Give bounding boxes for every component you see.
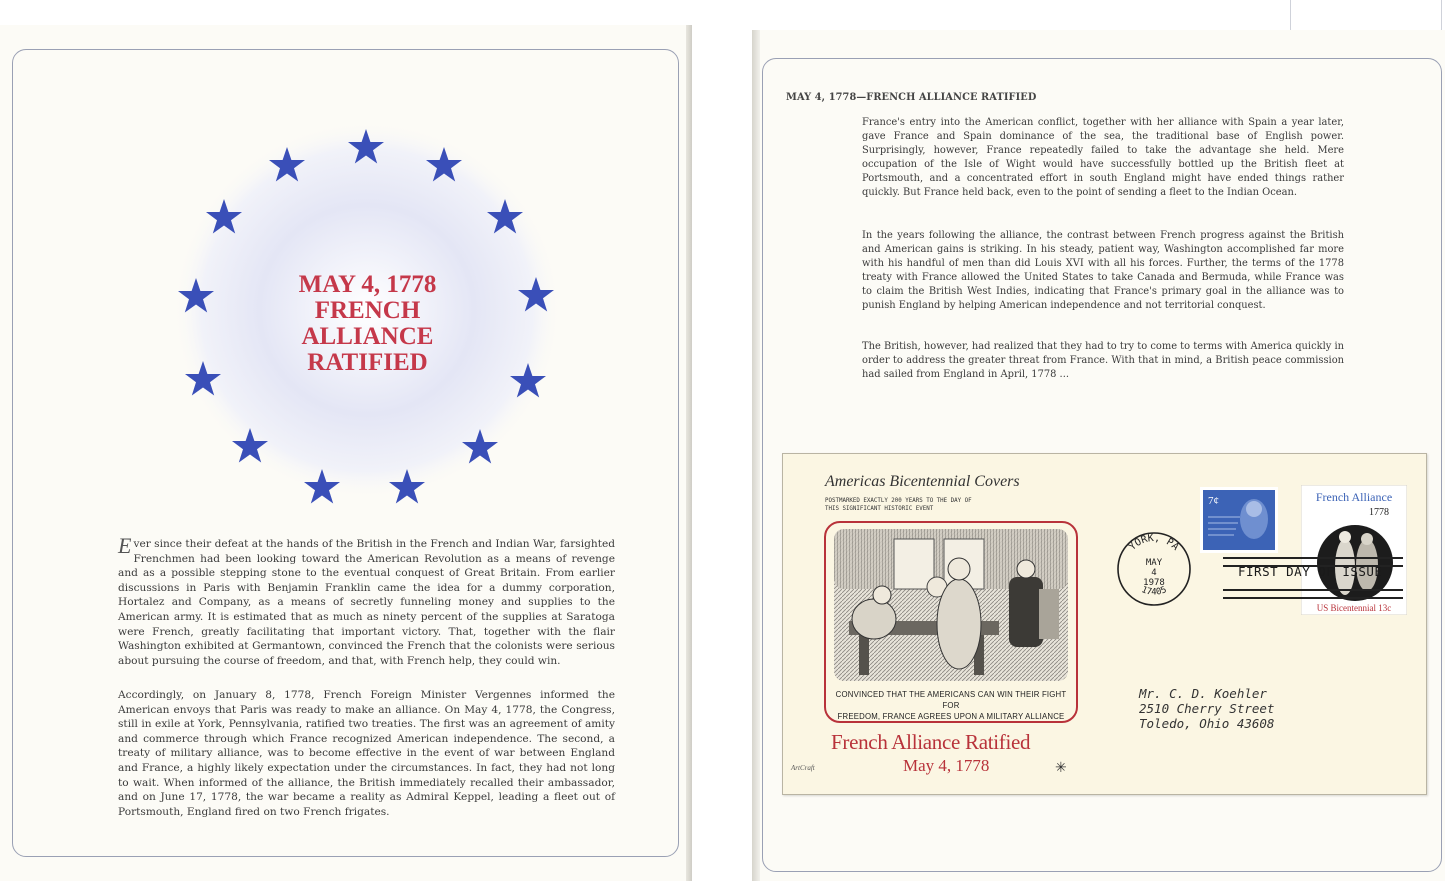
engraving-illustration — [834, 529, 1068, 681]
artcraft-logo: ArtCraft — [791, 764, 815, 772]
mailing-address — [1139, 686, 1274, 731]
postmark-city: YORK, PA — [1127, 532, 1181, 553]
drop-cap: E — [118, 533, 132, 558]
first-day-cancel: FIRST DAY OF ISSUE — [1238, 564, 1383, 579]
caption-line: CONVINCED THAT THE AMERICANS CAN WIN THEIR FIGHT FOR — [835, 690, 1067, 710]
address-line: Mr. C. D. Koehler — [1139, 686, 1267, 701]
stamp-denomination: 7¢ — [1208, 495, 1219, 507]
title-line: FRENCH — [314, 297, 421, 324]
title-line: ALLIANCE — [301, 323, 434, 350]
paragraph-text: ver since their defeat at the hands of the British in the French and Indian War, farsighted Frenchmen had been looking toward the American Revolution as a means of revenge and as a possible stepping stone to the eventual conquest of Great Britain. From earlier discussions in Paris with Benjamin Franklin came the idea for a dummy corporation, Hortalez and Company, as a means of secretly funneling money and supplies to the American army. It is estimated that as much as ninety percent of the supplies at Saratoga were French, greatly facilitating that important victory. That, together with the flair Washington exhibited at Germantown, convinced the French that the colonists were serious about pursuing the course of freedom, and that, with French help, they could win. — [118, 538, 615, 667]
address-line: Toledo, Ohio 43608 — [1139, 716, 1275, 731]
title-line: MAY 4, 1778 — [298, 271, 437, 298]
cachet-caption — [832, 689, 1070, 722]
right-paragraph-3: The British, however, had realized that they had to try to come to terms with America quickly in order to address the greater threat from France. With that in mind, a British peace commission had sailed from England in April, 1778 ... — [862, 341, 1344, 380]
snowflake-icon: ✳ — [1055, 761, 1067, 776]
cancel-bars — [1223, 554, 1403, 604]
right-page-spine — [752, 30, 760, 881]
caption-line: FREEDOM, FRANCE AGREES UPON A MILITARY ALLIANCE — [837, 712, 1065, 721]
right-paragraph-1: France's entry into the American conflict, together with her alliance with Spain a year later, gave France and Spain dominance of the sea, the traditional base of English power. Surprisingly, however, France repeatedly failed to take the advantage she held. Mere occupation of the Isle of Wight would have successfully bottled up the British fleet at Portsmouth, and a concentrated effort in south England might have ended things rather quickly. But France held back, even to the point of sending a fleet to the Indian Ocean. — [862, 117, 1344, 198]
title-line: RATIFIED — [307, 349, 428, 376]
cover-title: French Alliance Ratified — [831, 730, 1031, 754]
section-heading: MAY 4, 1778—FRENCH ALLIANCE RATIFIED — [786, 92, 1037, 103]
postmark-day: 4 — [1151, 568, 1157, 578]
page-title — [240, 272, 495, 376]
first-day-cover — [782, 453, 1427, 795]
address-line: 2510 Cherry Street — [1139, 701, 1275, 716]
stamp-title: French Alliance — [1315, 490, 1393, 504]
stamp-footer: US Bicentennial 13c — [1316, 603, 1392, 613]
postmark-zip: 17405 — [1139, 585, 1169, 598]
cachet — [824, 521, 1078, 723]
left-paragraph-2: Accordingly, on January 8, 1778, French Foreign Minister Vergennes informed the American envoys that Paris was ready to make an alliance. On May 4, 1778, the Congress, still in exile at York, Pennsylvania, ratified two treaties. The first was an agreement of amity and commerce through which France recognized American independence. The second, a treaty of military alliance, was to become effective in the event of war between England and France, a highly likely expectation under the circumstances. In fact, they had not long to wait. When informed of the alliance, the British immediately recalled their ambassador, and on June 17, 1778, the war became a reality as Admiral Keppel, leading a fleet out of Portsmouth, England fired on two French frigates. — [118, 689, 615, 818]
stamp-year: 1778 — [1369, 507, 1389, 518]
right-paragraph-2: In the years following the alliance, the contrast between French progress against the British and American gains is striking. In his steady, patient way, Washington accomplished far more with his handful of men than did Louis XVI with all his forces. Further, the terms of the 1778 treaty with France allowed the United States to take Canada and Bermuda, while France was to claim the British West Indies, indicating that France's primary goal in the alliance was to punish England by helping American independence and not territorial conquest. — [862, 230, 1344, 311]
svg-text:YORK, PA — [1127, 533, 1181, 553]
svg-text:17405 — [1140, 585, 1168, 598]
cover-date: May 4, 1778 — [903, 756, 990, 775]
left-paragraph-1 — [118, 533, 615, 668]
cover-brand: Americas Bicentennial Covers — [825, 473, 1020, 490]
postmark-year: 1978 — [1143, 578, 1165, 588]
postmark-month: MAY — [1145, 558, 1163, 568]
left-page-spine — [686, 25, 692, 881]
cover-note: POSTMARKED EXACTLY 200 YEARS TO THE DAY OF THIS SIGNIFICANT HISTORIC EVENT — [825, 498, 972, 512]
postmark — [1116, 531, 1192, 607]
franklin-stamp — [1200, 487, 1278, 553]
